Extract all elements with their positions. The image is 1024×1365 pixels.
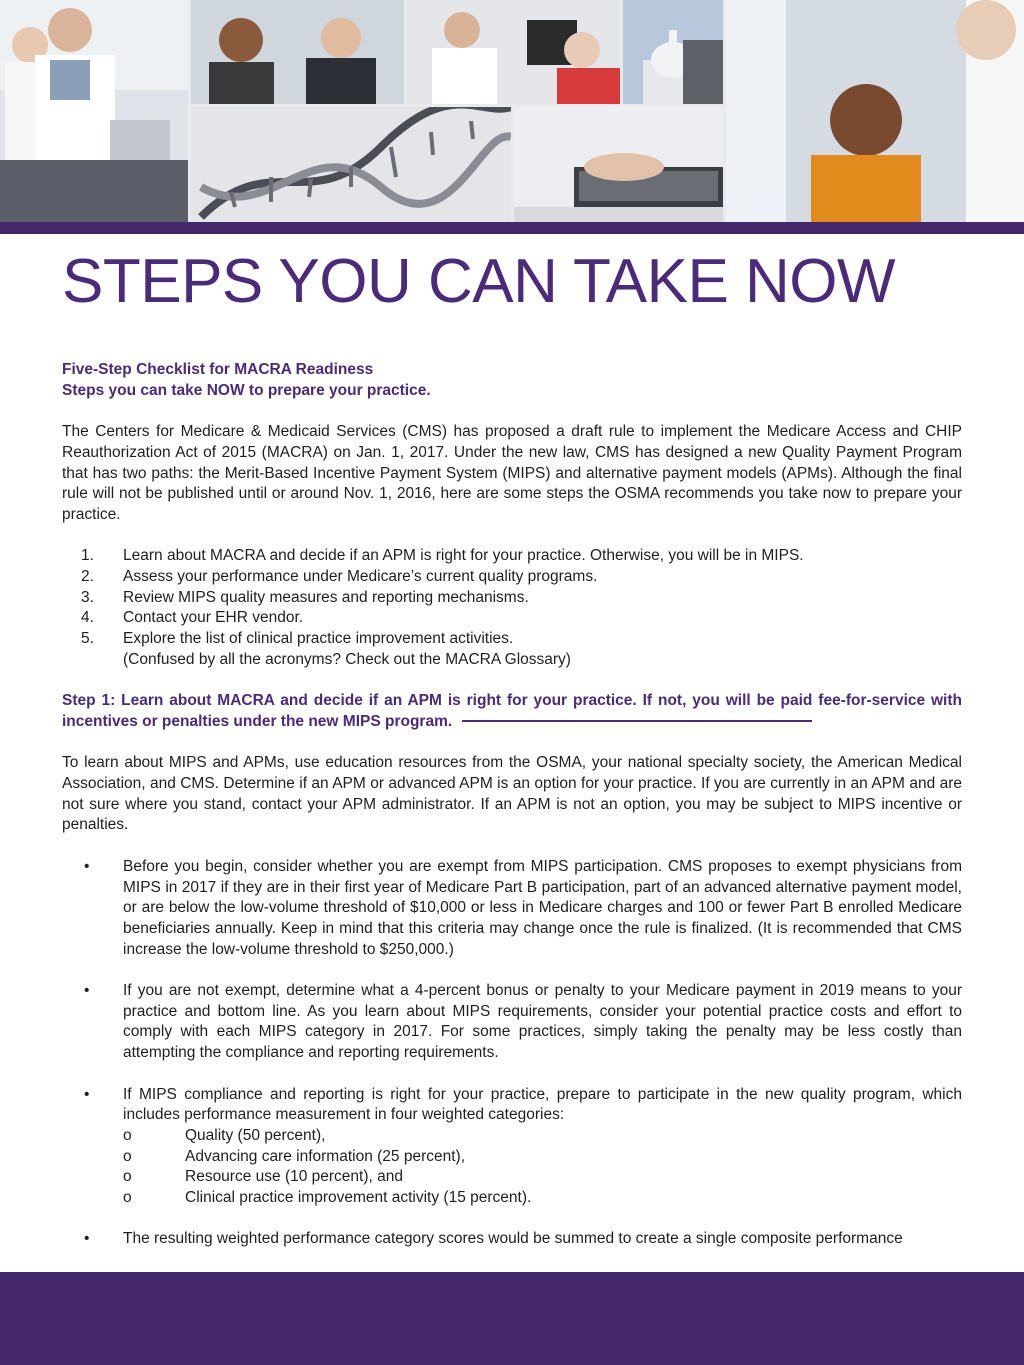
checklist-item: 2. Assess your performance under Medicare’s current quality programs.	[81, 568, 598, 585]
glossary-note: (Confused by all the acronyms? Check out the MACRA Glossary)	[123, 650, 571, 668]
photo-dna-helix	[191, 107, 511, 222]
step1-paragraph: To learn about MIPS and APMs, use education resources from the OSMA, your national specialty society, the American Medical Association, and CMS. Determine if an APM or advanced APM is an option for your practice. If you are currently in an APM and are not sure where you stand, contact your APM administrator. If an APM is not an option, you may be subject to MIPS incentive or penalties.	[62, 754, 962, 834]
photo-banner	[0, 0, 1024, 222]
photo-doctor-with-patient	[407, 0, 620, 104]
checklist-tagline: Steps you can take NOW to prepare your practice.	[62, 381, 431, 399]
category-item: o Clinical practice improvement activity (15 percent).	[123, 1189, 532, 1207]
footer-bar	[0, 1272, 1024, 1365]
checklist-subtitle: Five-Step Checklist for MACRA Readiness	[62, 361, 374, 378]
checklist-item: 1. Learn about MACRA and decide if an APM is right for your practice. Otherwise, you will be in MIPS.	[81, 547, 804, 565]
intro-paragraph: The Centers for Medicare & Medicaid Services (CMS) has proposed a draft rule to implement the Medicare Access and CHIP Reauthorization Act of 2015 (MACRA) on Jan. 1, 2017. Under the new law, CMS has designed a new Quality Payment Program that has two paths: the Merit-Based Incentive Payment System (MIPS) and alternative payment models (APMs). Although the final rule will not be published until or around Nov. 1, 2016, here are some steps the OSMA recommends you take now to prepare your practice.	[62, 423, 962, 523]
list-item: • If you are not exempt, determine what a 4-percent bonus or penalty to your Medicare payment in 2019 means to your practice and bottom line. As you learn about MIPS requirements, consider your potential practice costs and effort to comply with each MIPS category in 2017. For some practices, simply taking the penalty may be less costly than attempting the compliance and reporting requirements.	[84, 982, 962, 1062]
photo-doctors-consulting	[0, 0, 188, 222]
header-rule	[0, 222, 1024, 234]
step1-heading: Step 1: Learn about MACRA and decide if an APM is right for your practice. If not, you will be paid fee-for-service with incentives or penalties under the new MIPS program.	[62, 692, 962, 730]
category-list	[123, 1126, 962, 1209]
list-item: • Before you begin, consider whether you are exempt from MIPS participation. CMS proposes to exempt physicians from MIPS in 2017 if they are in their first year of Medicare Part B participation, part of an advanced alternative payment model, or are below the low-volume threshold of $10,000 or less in Medicare charges and 100 or fewer Part B enrolled Medicare beneficiaries annually. Keep in mind that this criteria may change once the rule is finalized. (It is recommended that CMS increase the low-volume threshold to $250,000.)	[84, 857, 962, 958]
list-item: • The resulting weighted performance category scores would be summed to create a single composite performance	[84, 1230, 903, 1248]
category-item: o Quality (50 percent),	[123, 1126, 326, 1144]
page-title: STEPS YOU CAN TAKE NOW	[62, 247, 896, 316]
main-content	[62, 360, 962, 1250]
category-item: o Resource use (10 percent), and	[123, 1168, 403, 1186]
photo-smiling-boy	[726, 0, 1024, 222]
checklist-item: 5. Explore the list of clinical practice improvement activities.	[81, 630, 514, 648]
list-item: • If MIPS compliance and reporting is right for your practice, prepare to participate in the new quality program, which includes performance measurement in four weighted categories: o Quality (50 percent), o Advancing care information (25 percent), o Resource use (10 percent), and o Clinical practice improvement activity (15 percent).	[62, 1085, 962, 1209]
step1-bullets	[62, 857, 962, 1250]
checklist-item: 4. Contact your EHR vendor.	[81, 609, 304, 627]
checklist	[62, 546, 962, 650]
category-item: o Advancing care information (25 percent),	[123, 1147, 466, 1165]
photo-laptop-typing	[514, 107, 723, 222]
checklist-item: 3. Review MIPS quality measures and reporting mechanisms.	[81, 588, 529, 606]
step1-rule	[462, 720, 812, 722]
photo-capitol-dome	[623, 0, 723, 104]
photo-smiling-women	[191, 0, 404, 104]
